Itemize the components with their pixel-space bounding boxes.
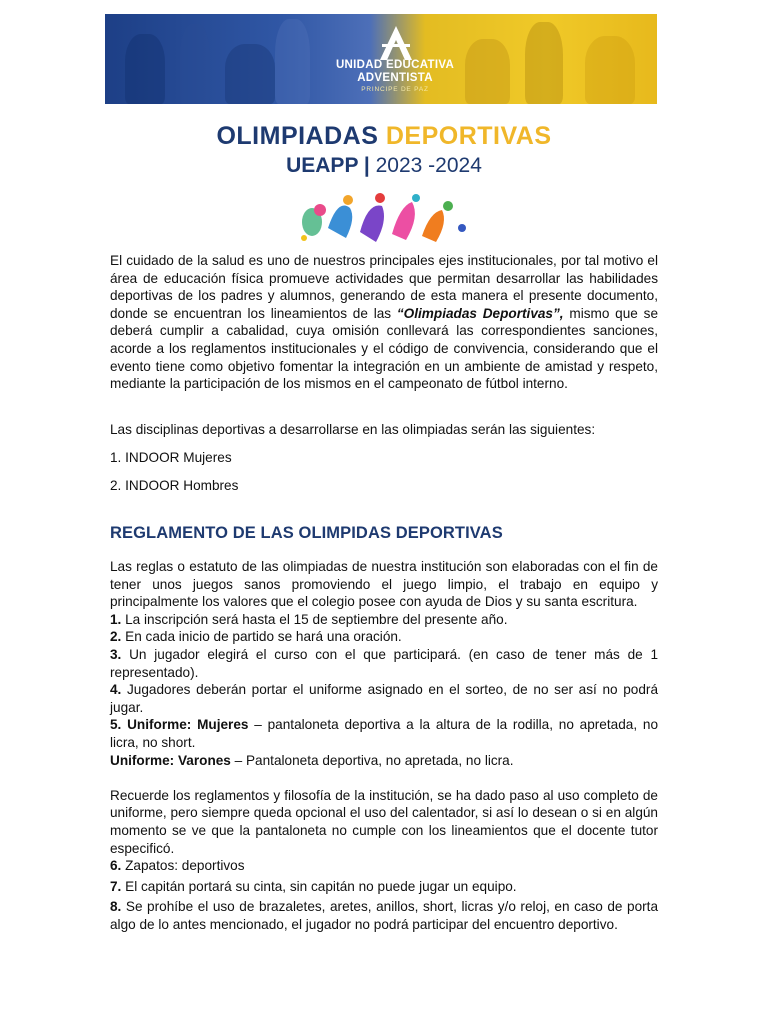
header-banner xyxy=(105,14,657,104)
intro-paragraph xyxy=(110,252,658,393)
rule-item xyxy=(110,857,658,875)
rule-text: Un jugador elegirá el curso con el que participará. (en caso de tener más de 1 representado). xyxy=(110,646,658,680)
rule-number: 2. xyxy=(110,629,122,645)
regulation-body xyxy=(110,558,658,933)
subtitle-part2: 2023 -2024 xyxy=(375,154,482,177)
title-part2: DEPORTIVAS xyxy=(385,122,552,150)
rule-text: El capitán portará su cinta, sin capitán no puede jugar un equipo. xyxy=(125,878,517,894)
section-heading: REGLAMENTO DE LAS OLIMPIDAS DEPORTIVAS xyxy=(110,524,503,542)
subtitle-part1: UEAPP | xyxy=(286,154,370,177)
athletes-illustration xyxy=(298,188,470,246)
rule-item xyxy=(110,898,658,933)
page-subtitle xyxy=(0,154,768,178)
rule-text: – Pantaloneta deportiva, no apretada, no licra. xyxy=(234,752,514,768)
school-name-line1: UNIDAD EDUCATIVA xyxy=(335,59,455,71)
rule-text: – pantaloneta deportiva a la altura de la rodilla, no apretada, no licra, no short. xyxy=(110,717,659,750)
rule-number: 6. xyxy=(110,858,122,874)
discipline-item: 2. INDOOR Hombres xyxy=(110,478,239,493)
disciplines-intro: Las disciplinas deportivas a desarrollarse en las olimpiadas serán las siguientes: xyxy=(110,422,596,437)
regulation-intro: Las reglas o estatuto de las olimpiadas de nuestra institución son elaboradas con el fin de tener unos juegos sanos promoviendo el juego limpio, el trabajo en equipo y principalmente los valores que el colegio posee con ayuda de Dios y su santa escritura. xyxy=(110,559,658,610)
rule-item xyxy=(110,611,658,629)
rule-text: En cada inicio de partido se hará una oración. xyxy=(125,629,402,645)
rule-item xyxy=(110,628,658,646)
adventist-logo-icon xyxy=(376,24,416,62)
school-motto: PRINCIPE DE PAZ xyxy=(361,86,429,93)
rule-item xyxy=(110,716,658,751)
rule-number: 4. xyxy=(110,682,122,698)
rule-text: La inscripción será hasta el 15 de septiembre del presente año. xyxy=(125,611,508,627)
rule-number: 1. xyxy=(110,611,122,627)
rule-item xyxy=(110,646,658,681)
page-title xyxy=(0,122,768,151)
title-part1: OLIMPIADAS xyxy=(216,122,379,150)
rule-text: Se prohíbe el uso de brazaletes, aretes, anillos, short, licras y/o reloj, en caso de porta algo de lo antes mencionado, el jugador no podrá participar del encuentro deportivo. xyxy=(110,899,658,932)
rule-number: 7. xyxy=(110,878,122,894)
rule-number: 3. xyxy=(110,646,122,662)
rule-text: Zapatos: deportivos xyxy=(125,858,245,874)
rule-item xyxy=(110,878,658,896)
intro-highlight: “Olimpiadas Deportivas”, xyxy=(396,305,564,321)
rule-item xyxy=(110,681,658,716)
intro-text-end: mismo que se deberá cumplir a cabalidad, cuya omisión conllevará las correspondientes sanciones, acorde a los reglamentos institucionales y el código de convivencia, considerando que el evento tiene como objetivo fomentar la integración en un ambiente de amistad y respeto, mediante la participación de los mismos en el campeonato de fútbol interno. xyxy=(110,305,659,392)
school-name-line2: ADVENTISTA xyxy=(357,72,433,84)
rule-number: 5. Uniforme: Mujeres xyxy=(110,717,249,733)
rule-text: Jugadores deberán portar el uniforme asignado en el sorteo, de no ser así no podrá jugar. xyxy=(110,682,658,715)
uniform-note: Recuerde los reglamentos y filosofía de la institución, se ha dado paso al uso completo de uniforme, pero siempre queda opcional el uso del calentador, si así lo desean o si en algún momento se ve que la pantaloneta no cumple con los lineamientos que el docente tutor especificó. xyxy=(110,787,658,856)
rule-item xyxy=(110,752,658,770)
rule-number: Uniforme: Varones xyxy=(110,752,231,768)
intro-text-start: El cuidado de la salud es uno de nuestros principales ejes institucionales, por tal motivo el área de educación física promueve actividades que permitan desarrollar las habilidades deportivas de los padres y alumnos, generando de esta manera el presente documento, donde se encuentran los lineamientos de las xyxy=(110,253,658,321)
rule-number: 8. xyxy=(110,899,122,915)
discipline-item: 1. INDOOR Mujeres xyxy=(110,450,232,465)
